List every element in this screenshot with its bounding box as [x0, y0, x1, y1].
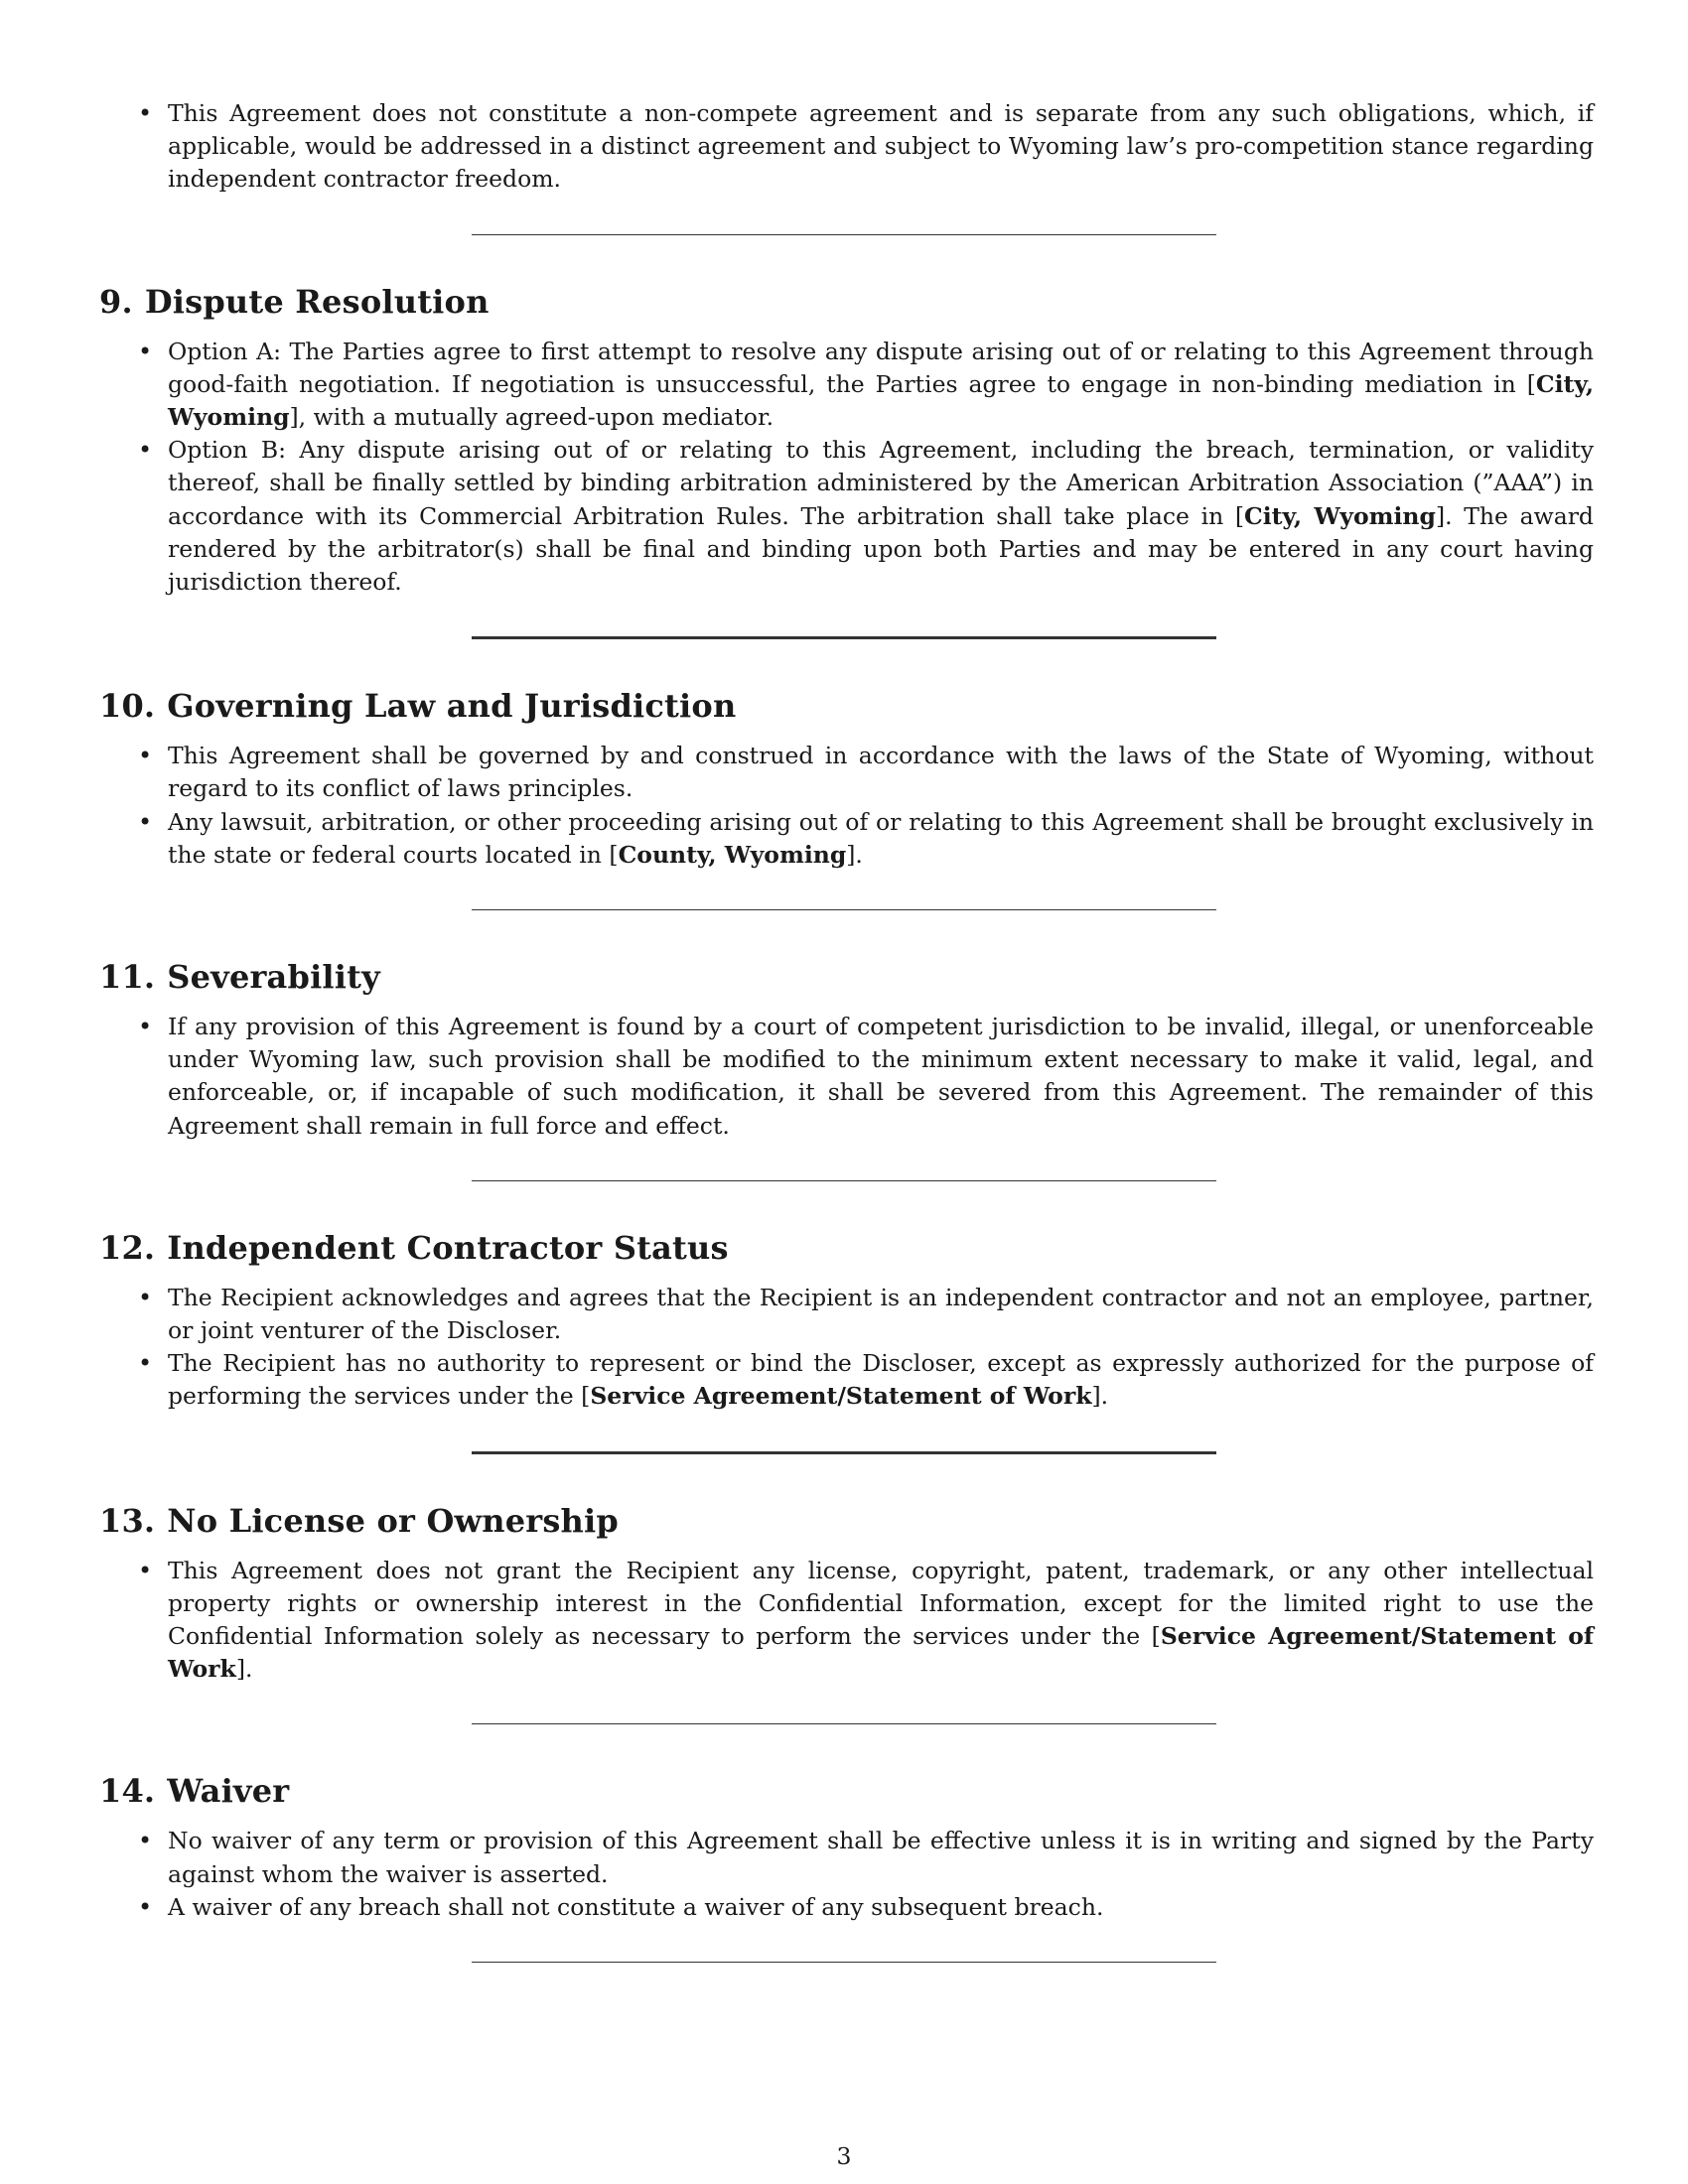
section-heading-waiver: 14. Waiver — [99, 1772, 290, 1811]
list-item: • This Agreement does not constitute a non-compete agreement and is separate from any such obligations, which, if applicable, would be addressed in a distinct agreement and subject to Wyoming law’s pro-competition stance regarding independent contractor freedom. — [99, 97, 1594, 197]
list-item: • A waiver of any breach shall not constitute a waiver of any subsequent breach. — [99, 1891, 1594, 1924]
no-license-list — [99, 1555, 1594, 1687]
section-heading-no-license: 13. No License or Ownership — [99, 1501, 619, 1540]
independent-contractor-list — [99, 1282, 1594, 1414]
section-divider — [472, 1180, 1216, 1181]
list-item: • The Recipient has no authority to represent or bind the Discloser, except as expressly authorized for the purpose of performing the services under the [Service Agreement/Statement of Work]. — [99, 1347, 1594, 1413]
list-item: • No waiver of any term or provision of this Agreement shall be effective unless it is in writing and signed by the Party against whom the waiver is asserted. — [99, 1825, 1594, 1890]
list-item: • Option A: The Parties agree to first attempt to resolve any dispute arising out of or relating to this Agreement through good-faith negotiation. If negotiation is unsuccessful, the Parties agree to engage in non-binding mediation in [City, Wyoming], with a mutually agreed-upon mediator. — [99, 336, 1594, 435]
section-divider — [472, 636, 1216, 639]
list-item: • This Agreement shall be governed by and construed in accordance with the laws of the State of Wyoming, without regard to its conflict of laws principles. — [99, 740, 1594, 805]
document-page — [99, 97, 1594, 1963]
section-heading-severability: 11. Severability — [99, 958, 380, 997]
list-item: • This Agreement does not grant the Recipient any license, copyright, patent, trademark, or any other intellectual property rights or ownership interest in the Confidential Information, except for the limited right to use the Confidential Information solely as necessary to perform the services under the [Service Agreement/Statement of Work]. — [99, 1555, 1594, 1687]
section-divider — [472, 234, 1216, 235]
governing-law-list — [99, 740, 1594, 872]
list-item: • Any lawsuit, arbitration, or other proceeding arising out of or relating to this Agreement shall be brought exclusively in the state or federal courts located in [County, Wyoming]. — [99, 806, 1594, 872]
severability-list — [99, 1011, 1594, 1143]
section-divider — [472, 909, 1216, 910]
dispute-resolution-list — [99, 336, 1594, 600]
section-heading-dispute-resolution: 9. Dispute Resolution — [99, 282, 490, 321]
list-item: • If any provision of this Agreement is found by a court of competent jurisdiction to be invalid, illegal, or unenforceable under Wyoming law, such provision shall be modified to the minimum extent necessary to make it valid, legal, and enforceable, or, if incapable of such modification, it shall be severed from this Agreement. The remainder of this Agreement shall remain in full force and effect. — [99, 1011, 1594, 1143]
section-divider — [472, 1962, 1216, 1963]
section-heading-governing-law: 10. Governing Law and Jurisdiction — [99, 687, 737, 726]
section-heading-independent-contractor: 12. Independent Contractor Status — [99, 1228, 729, 1267]
intro-list — [99, 97, 1594, 197]
section-divider — [472, 1451, 1216, 1454]
list-item: • Option B: Any dispute arising out of or relating to this Agreement, including the breach, termination, or validity thereof, shall be finally settled by binding arbitration administered by the American Arbitration Association (”AAA”) in accordance with its Commercial Arbitration Rules. The arbitration shall take place in [City, Wyoming]. The award rendered by the arbitrator(s) shall be final and binding upon both Parties and may be entered in any court having jurisdiction thereof. — [99, 434, 1594, 599]
waiver-list — [99, 1825, 1594, 1924]
section-divider — [472, 1723, 1216, 1724]
list-item: • The Recipient acknowledges and agrees that the Recipient is an independent contractor and not an employee, partner, or joint venturer of the Discloser. — [99, 1282, 1594, 1347]
page-number: 3 — [836, 2142, 852, 2170]
